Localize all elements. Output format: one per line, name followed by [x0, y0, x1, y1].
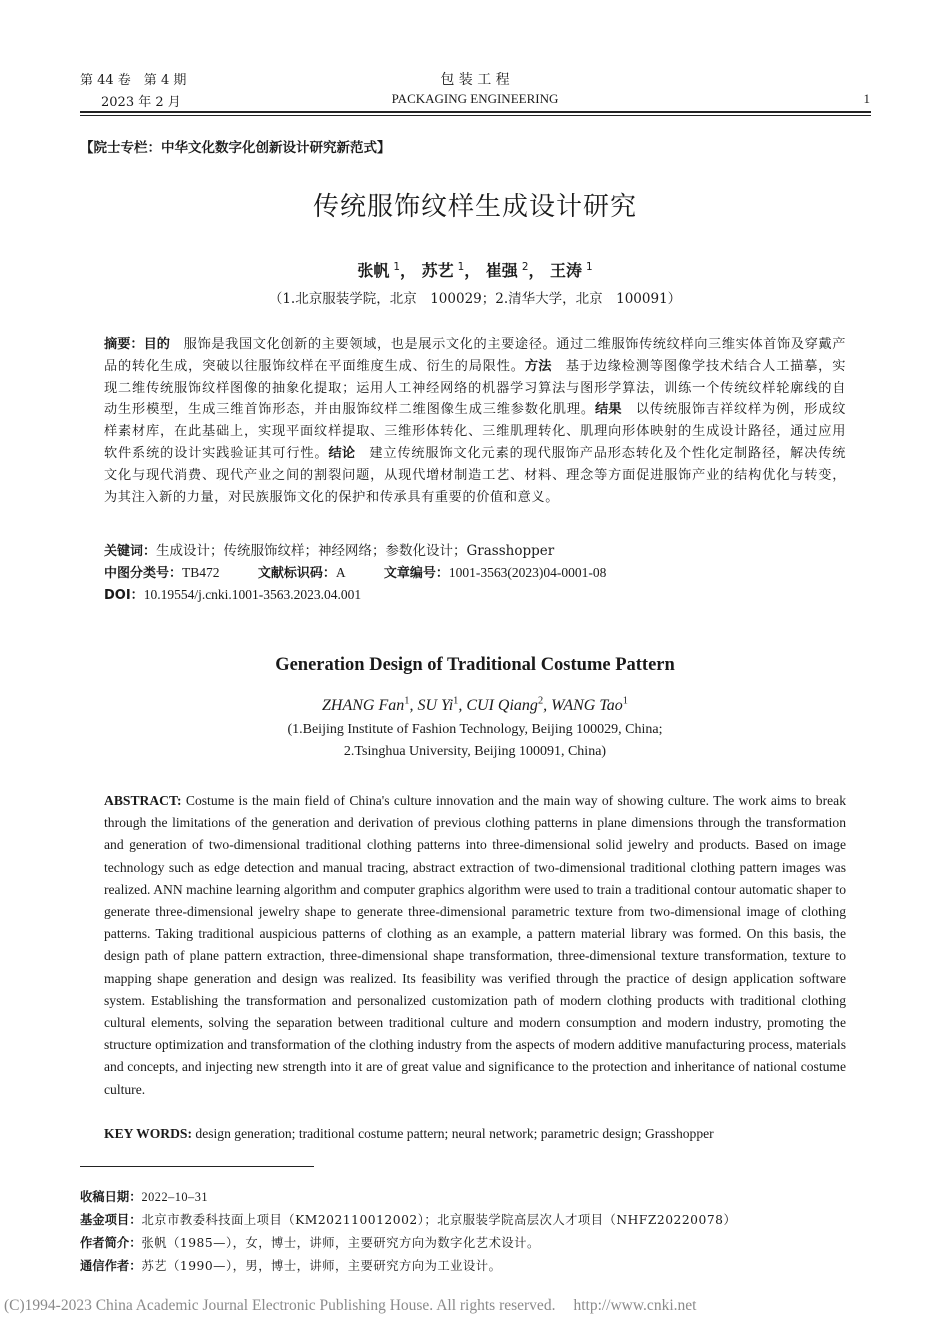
abstract-cn-objective-label: 目的	[143, 337, 170, 352]
abstract-cn-result: 以传统服饰吉祥纹样为例，形成纹样素材库，在此基础上，实现平面纹样提取、三维形体转化、三维肌理转化、肌理向形体映射的生成设计路径，通过应用软件系统的设计实践验证其可行性。	[104, 402, 847, 461]
header-rule-thick	[80, 111, 871, 113]
authors-cn	[0, 258, 950, 281]
title-en: Generation Design of Traditional Costume Pattern	[275, 655, 675, 675]
abstract-en-label: ABSTRACT:	[104, 793, 182, 808]
affiliation-en-line-1: (1.Beijing Institute of Fashion Technology, Beijing 100029, China;	[287, 722, 663, 737]
keywords-cn-text: 生成设计；传统服饰纹样；神经网络；参数化设计；Grasshopper	[156, 543, 555, 559]
abstract-cn-method: 基于边缘检测等图像学技术结合人工描摹，实现二维传统服饰纹样图像的抽象化提取；运用人工神经网络的机器学习算法与图形学算法，训练一个传统纹样轮廓线的自动生形模型，生成三维首饰形态，并由服饰纹样二维图像生成三维参数化肌理。	[104, 358, 847, 418]
column-heading: 【院士专栏：中华文化数字化创新设计研究新范式】	[80, 140, 391, 156]
footnote-label: 作者简介：	[80, 1236, 142, 1250]
keywords-cn	[104, 539, 554, 559]
classification-line	[104, 562, 606, 581]
header-volume-issue: 第 44 卷 第 4 期	[80, 73, 187, 88]
article-number-value: 1001-3563(2023)04-0001-08	[448, 565, 607, 580]
abstract-cn-objective: 服饰是我国文化创新的主要领域，也是展示文化的主要途径。通过二维服饰传统纹样向三维实体首饰及穿戴产品的转化生成，突破以往服饰纹样在平面维度生成、衍生的局限性。	[104, 337, 847, 374]
abstract-en	[104, 790, 846, 1101]
abstract-cn-label: 摘要：	[104, 337, 144, 352]
keywords-en-text: design generation; traditional costume pattern; neural network; parametric design; Grasshopper	[195, 1126, 714, 1141]
footnote-corresponding	[80, 1256, 501, 1274]
footnote-text: 北京市教委科技面上项目（KM202110012002）；北京服装学院高层次人才项目（NHFZ20220078）	[141, 1213, 737, 1227]
footnote-text: 2022–10–31	[141, 1190, 208, 1204]
clc-label: 中图分类号：	[104, 566, 183, 581]
author-en: CUI Qiang$^2$,	[466, 695, 552, 714]
header-journal-cn: 包 装 工 程	[440, 72, 510, 88]
footnote-text: 张帆（1985—），女，博士，讲师，主要研究方向为数字化艺术设计。	[141, 1236, 540, 1250]
keywords-cn-label: 关键词：	[104, 544, 157, 559]
author-en: WANG Tao$^1$	[551, 695, 628, 714]
header-journal-en: PACKAGING ENGINEERING	[391, 91, 559, 106]
keywords-en	[104, 1126, 714, 1142]
footnote-label: 基金项目：	[80, 1213, 142, 1227]
header-date: 2023 年 2 月	[101, 95, 181, 110]
author-en: ZHANG Fan$^1$,	[322, 695, 418, 714]
affiliation-cn: （1.北京服装学院，北京 100029；2.清华大学，北京 100091）	[268, 291, 682, 307]
abstract-cn-conclusion: 建立传统服饰文化元素的现代服饰产品形态转化及个性化定制路径，解决传统文化与现代消费、现代产业之间的割裂问题，从现代增材制造工艺、材料、理念等方面促进服饰产业的结构优化与转变，为其注入新的力量，对民族服饰文化的保护和传承具有重要的价值和意义。	[104, 445, 846, 505]
article-number-label: 文章编号：	[383, 566, 449, 581]
abstract-cn	[104, 334, 846, 508]
doi-label: DOI：	[104, 588, 144, 603]
author-en: SU Yi$^1$,	[417, 695, 467, 714]
header-rule-thin	[80, 115, 871, 116]
footnote-label: 通信作者：	[80, 1259, 142, 1273]
footnote-label: 收稿日期：	[80, 1190, 142, 1204]
copyright-text: (C)1994-2023 China Academic Journal Electronic Publishing House. All rights reserved.	[4, 1297, 556, 1314]
author-cn: 崔强 $^2$，	[485, 260, 545, 280]
footnote-funding	[80, 1210, 736, 1228]
page-title: 传统服饰纹样生成设计研究	[312, 192, 637, 222]
abstract-cn-conclusion-label: 结论	[328, 445, 356, 461]
footnote-text: 苏艺（1990—），男，博士，讲师，主要研究方向为工业设计。	[141, 1259, 502, 1273]
doi-value[interactable]: 10.19554/j.cnki.1001-3563.2023.04.001	[143, 587, 362, 602]
keywords-en-label: KEY WORDS:	[104, 1126, 192, 1141]
authors-en	[0, 697, 950, 715]
footnote-divider	[80, 1166, 314, 1167]
abstract-en-text: Costume is the main field of China's culture innovation and the main way of showing culture. The work aims to break through the limitations of the generation and derivation of previous clothing patterns in plane dimensions through the transformation and generation of two-dimensional traditional clothing patterns into three-dimensional solid jewelry and products. Based on image technology such as edge detection and manual tracing, abstract extraction of two-dimensional traditional clothing pattern images was realized. ANN machine learning algorithm and computer graphics algorithm were used to train a traditional contour automatic shaper to generate three-dimensional jewelry shape to generate three-dimensional parametric texture from two-dimensional image of clothing patterns. Taking traditional auspicious patterns of clothing as an example, a pattern material library was formed. On this basis, the design path of plane pattern extraction, three-dimensional shape transformation, three-dimensional texture transformation, texture to mapping shape generation and design was realized. Its feasibility was verified through the practice of design application software system. Establishing the transformation and personalized customization path of modern clothing products with traditional clothing cultural elements, solving the separation between traditional culture and modern consumption and modern industry, promoting the structure optimization and transformation of the clothing industry from the aspects of modern additive manufacturing process, materials and concepts, and injecting new strength into it are of great value and significance to the protection and inheritance of national costume culture.	[104, 793, 846, 1097]
doi-line	[104, 584, 361, 603]
author-cn: 张帆 $^1$，	[357, 260, 416, 280]
author-cn: 苏艺 $^1$，	[421, 260, 481, 280]
clc-value: TB472	[182, 565, 220, 580]
doc-code-label: 文献标识码：	[257, 566, 336, 581]
copyright-url-link[interactable]: http://www.cnki.net	[573, 1297, 697, 1314]
footnote-received	[80, 1187, 208, 1205]
author-cn: 王涛 $^1$	[550, 260, 593, 280]
doc-code-value: A	[335, 565, 346, 580]
footnote-author-bio	[80, 1233, 540, 1251]
abstract-cn-result-label: 结果	[594, 402, 622, 418]
abstract-cn-method-label: 方法	[524, 358, 552, 374]
copyright-notice	[4, 1297, 696, 1315]
affiliation-en-line-2: 2.Tsinghua University, Beijing 100091, China)	[343, 744, 607, 759]
header-page-number: 1	[863, 91, 870, 106]
